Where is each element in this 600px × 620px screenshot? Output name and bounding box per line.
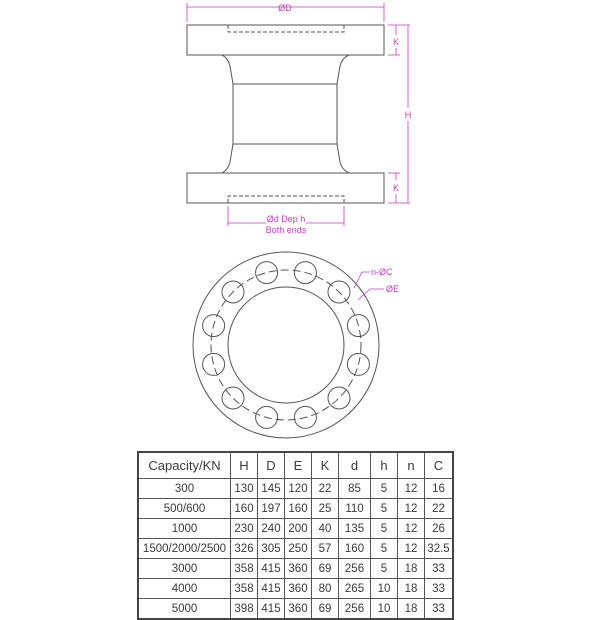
table-row [138,559,453,579]
value-cell: 5 [371,539,398,559]
value-cell: 160 [285,499,312,519]
value-cell: 398 [231,599,258,620]
value-cell: 12 [398,499,425,519]
h-label: H [404,110,412,120]
value-cell: 16 [425,479,454,499]
capacity-cell: 1000 [138,519,231,539]
bolt-hole [256,262,278,284]
table-row [138,499,453,519]
value-cell: 110 [339,499,371,519]
table-row [138,479,453,499]
table-row [138,539,453,559]
value-cell: 200 [285,519,312,539]
value-cell: 415 [258,599,285,620]
header-c: C [425,452,454,479]
value-cell: 12 [398,479,425,499]
value-cell: 57 [312,539,339,559]
capacity-cell: 300 [138,479,231,499]
value-cell: 12 [398,519,425,539]
value-cell: 265 [339,579,371,599]
k-bottom-label: K [392,183,400,193]
value-cell: 5 [371,499,398,519]
value-cell: 360 [285,599,312,620]
value-cell: 5 [371,479,398,499]
value-cell: 18 [398,599,425,620]
value-cell: 5 [371,559,398,579]
value-cell: 18 [398,559,425,579]
value-cell: 33 [425,599,454,620]
value-cell: 69 [312,559,339,579]
capacity-cell: 500/600 [138,499,231,519]
table-row [138,519,453,539]
header-d-outer: D [258,452,285,479]
value-cell: 358 [231,559,258,579]
capacity-cell: 5000 [138,599,231,620]
od-label: ØD [278,3,292,13]
value-cell: 250 [285,539,312,559]
value-cell: 10 [371,579,398,599]
side-dimensions [187,3,410,226]
value-cell: 130 [231,479,258,499]
value-cell: 256 [339,599,371,620]
k-top-label: K [392,37,400,47]
value-cell: 5 [371,519,398,539]
value-cell: 85 [339,479,371,499]
capacity-cell: 1500/2000/2500 [138,539,231,559]
value-cell: 10 [371,599,398,620]
value-cell: 240 [258,519,285,539]
header-d-bore: d [339,452,371,479]
value-cell: 358 [231,579,258,599]
value-cell: 12 [398,539,425,559]
capacity-cell: 3000 [138,559,231,579]
value-cell: 256 [339,559,371,579]
bolt-circle-label: ØE [386,284,400,294]
spec-table [137,451,454,620]
value-cell: 360 [285,579,312,599]
value-cell: 305 [258,539,285,559]
header-k: K [312,452,339,479]
header-h-depth: h [371,452,398,479]
value-cell: 25 [312,499,339,519]
value-cell: 160 [231,499,258,519]
top-view [193,252,379,438]
value-cell: 22 [312,479,339,499]
value-cell: 26 [425,519,454,539]
bore-note: Both ends [265,225,307,235]
bolt-holes-label: n-ØC [371,267,393,277]
header-h: H [231,452,258,479]
header-capacity: Capacity/KN [138,452,231,479]
value-cell: 415 [258,559,285,579]
value-cell: 33 [425,559,454,579]
table-header-row [138,452,453,479]
value-cell: 415 [258,579,285,599]
header-n: n [398,452,425,479]
bore-label: Ød Dep h [266,214,306,224]
side-view [187,25,384,203]
table-row [138,579,453,599]
value-cell: 40 [312,519,339,539]
value-cell: 120 [285,479,312,499]
value-cell: 160 [339,539,371,559]
bolt-hole [222,387,244,409]
capacity-cell: 4000 [138,579,231,599]
value-cell: 135 [339,519,371,539]
value-cell: 197 [258,499,285,519]
value-cell: 360 [285,559,312,579]
value-cell: 22 [425,499,454,519]
value-cell: 32.5 [425,539,454,559]
value-cell: 18 [398,579,425,599]
table-row [138,599,453,620]
header-e: E [285,452,312,479]
bolt-hole [328,387,350,409]
value-cell: 326 [231,539,258,559]
value-cell: 33 [425,579,454,599]
value-cell: 145 [258,479,285,499]
value-cell: 69 [312,599,339,620]
value-cell: 230 [231,519,258,539]
bolt-hole [203,353,225,375]
value-cell: 80 [312,579,339,599]
